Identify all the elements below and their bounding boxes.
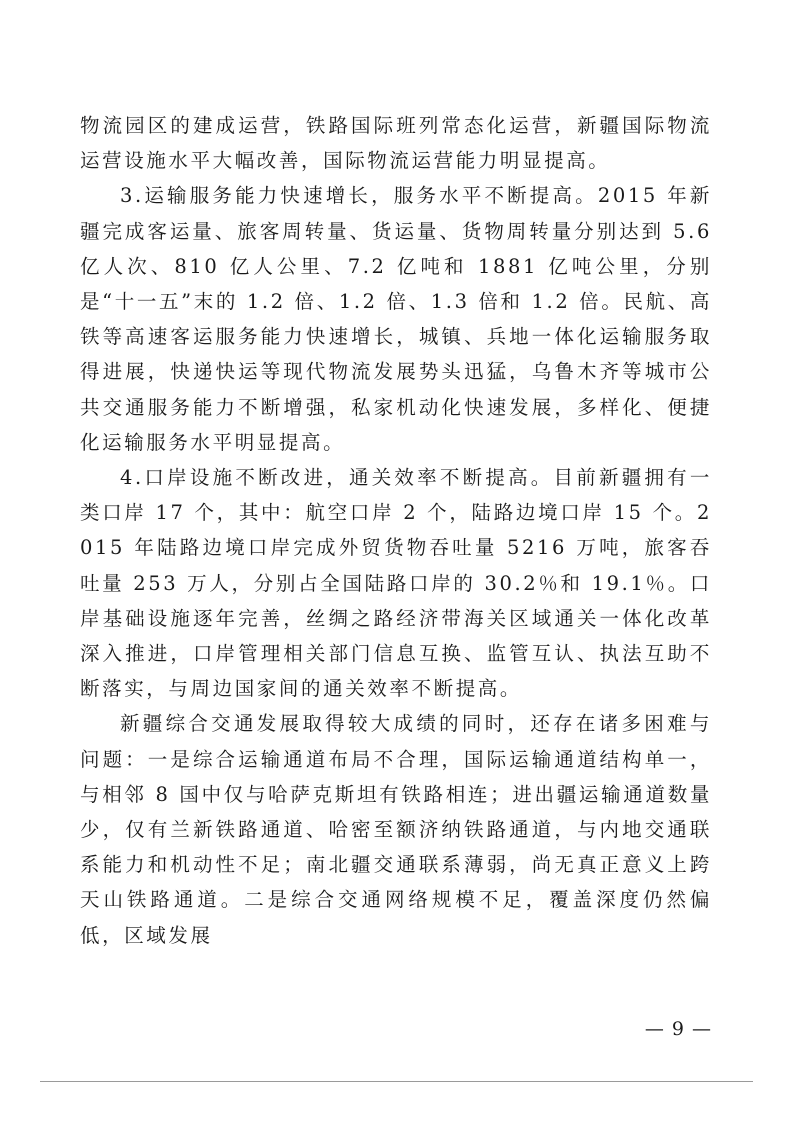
paragraph-ports: 4.口岸设施不断改进，通关效率不断提高。目前新疆拥有一类口岸 17 个，其中：航空口岸 2 个，陆路边境口岸 15 个。2015 年陆路边境口岸完成外贸货物吞吐量 5216 万吨，旅客吞吐量 253 万人，分别占全国陆路口岸的 30.2％和 19.1％。口岸基础设施逐年完善，丝绸之路经济带海关区域通关一体化改革深入推进，口岸管理相关部门信息互换、监管互认、执法互助不断落实，与周边国家间的通关效率不断提高。 — [80, 466, 712, 701]
footer-divider — [40, 1081, 753, 1082]
paragraph-transport-services: 3.运输服务能力快速增长，服务水平不断提高。2015 年新疆完成客运量、旅客周转量、货运量、货物周转量分别达到 5.6 亿人次、810 亿人公里、7.2 亿吨和 1881 亿吨公里，分别是“十一五”末的 1.2 倍、1.2 倍、1.3 倍和 1.2 倍。民航、高铁等高速客运服务能力快速增长，城镇、兵地一体化运输服务取得进展，快递快运等现代物流发展势头迅猛，乌鲁木齐等城市公共交通服务能力不断增强，私家机动化快速发展，多样化、便捷化运输服务水平明显提高。 — [80, 184, 712, 454]
body-text — [80, 108, 712, 953]
page-number: — 9 — — [644, 1018, 712, 1040]
paragraph-problems: 新疆综合交通发展取得较大成绩的同时，还存在诸多困难与问题：一是综合运输通道布局不合理，国际运输通道结构单一，与相邻 8 国中仅与哈萨克斯坦有铁路相连；进出疆运输通道数量少，仅有兰新铁路通道、哈密至额济纳铁路通道，与内地交通联系能力和机动性不足；南北疆交通联系薄弱，尚无真正意义上跨天山铁路通道。二是综合交通网络规模不足，覆盖深度仍然偏低，区域发展 — [80, 712, 712, 947]
paragraph-continuation: 物流园区的建成运营，铁路国际班列常态化运营，新疆国际物流运营设施水平大幅改善，国际物流运营能力明显提高。 — [80, 114, 712, 173]
